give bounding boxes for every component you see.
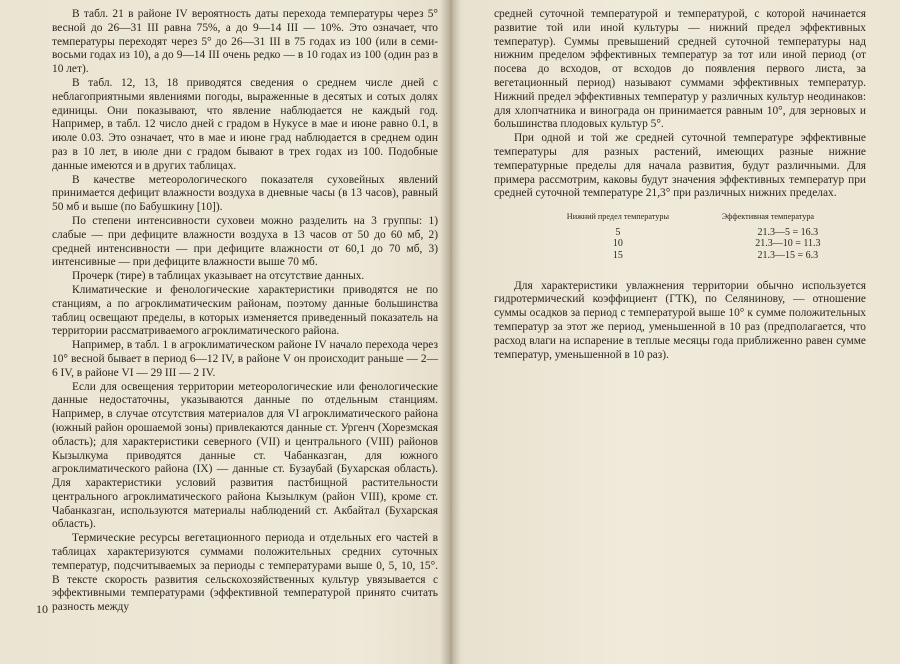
paragraph: По степени интенсивности суховеи можно разделить на 3 группы: 1) слабые — при дефиците влажности воздуха в 13 часов от 50 до 60 мб, 2) средней интенсивности — при дефиците влажности от 60,1 до 70 мб, 3) интенсивные — при дефиците влажности выше 70 мб. [52, 214, 438, 269]
paragraph: Например, в табл. 1 в агроклиматическом районе IV начало перехода через 10° весной бывает в период 6—12 IV, в районе V он происходит раньше — 2—6 IV, в районе VI — 29 III — 2 IV. [52, 339, 438, 379]
paragraph: Если для освещения территории метеорологические или фенологические данные недостаточны, указываются данные по отдельным станциям. Например, в случае отсутствия материалов для VI агроклиматического района (южный район орошаемой зоны) привлекаются данные ст. Ургенч (Хорезмская область); для характеристики северного (VII) и центрального (VIII) районов Кызылкума приводятся данные ст. Чабанказган, для южного агроклиматического района (IX) — данные ст. Бузаубай (Бухарская область). Для характеристики условий развития пастбищной растительности центрального агроклиматического района Кызылкум (район VIII), кроме ст. Чабанказган, используются материалы наблюдений ст. Акбайтал (Бухарская область). [52, 380, 438, 531]
paragraph: В табл. 21 в районе IV вероятность даты перехода температуры через 5° весной до 26—31 III равна 75%, а до 9—14 III — 10%. Это означает, что температуры переходят через 5° до 26—31 III в 75 годах из 100 (или в семи-восьми годах из 10), а до 9—14 III очень редко — в 10 годах из 100 (один раз в 10 лет). [52, 8, 438, 76]
column-header-effective: Эффективная температура [721, 212, 815, 222]
paragraph: В качестве метеорологического показателя суховейных явлений принимается дефицит влажности воздуха в дневные часы (в 13 часов), равный 50 мб и выше (по Бабушкину [10]). [52, 173, 438, 214]
table-row [544, 227, 844, 239]
column-header-lower-limit: Нижний предел температуры [566, 212, 669, 222]
paragraph: При одной и той же средней суточной температуре эффективные температуры для разных растений, имеющих разные нижние температурные пределы для начала развития, будут различными. Для примера рассмотрим, каковы будут значения эффективных температур при средней суточной температуре 21,3° при различных нижних пределах. [494, 132, 866, 200]
effective-temperature-cell: 21.3—15 = 6.3 [757, 249, 819, 261]
paragraph: Термические ресурсы вегетационного периода и отдельных его частей в таблицах характеризуются суммами положительных средних суточных температур, подсчитываемых за периоды с температурами выше 0, 5, 10, 15°. В тексте скорость развития сельскохозяйственных культур увязывается с эффективными температурами (эффективной температурой принято считать разность между [52, 532, 438, 614]
lower-limit-cell: 15 [612, 249, 623, 261]
paragraph: средней суточной температурой и температурой, с которой начинается развитие той или иной культуры — нижний предел эффективных температур). Суммы превышений средней суточной температуры над нижним пределом эффективных температур за тот или иной период (от посева до всходов, от всходов до появления первого листа, за вегетационный период) называют суммами эффективных температур. Нижний предел эффективных температур у различных культур неодинаков: для хлопчатника и винограда он принимается равным 10°, для зерновых и большинства плодовых культур 5°. [494, 8, 866, 131]
page-number: 10 [36, 602, 48, 616]
table-row [544, 250, 844, 262]
paragraph: В табл. 12, 13, 18 приводятся сведения о среднем числе дней с неблагоприятными явлениями погоды, выраженные в десятых и сотых долях единицы. Они показывают, что явление наблюдается не каждый год. Например, в табл. 12 число дней с градом в Нукусе в мае и июне равно 0.1, в июле 0.03. Это означает, что в мае и июне град наблюдается в среднем один раз в 10 лет, в июле дни с градом бывают в трех годах из 100. Подобные данные имеются и в других таблицах. [52, 76, 438, 172]
table-row [544, 238, 844, 250]
lower-limit-cell: 10 [612, 238, 623, 250]
paragraph: Прочерк (тире) в таблицах указывает на отсутствие данных. [72, 270, 365, 283]
effective-temperature-cell: 21.3—10 = 11.3 [755, 238, 821, 250]
lower-limit-cell: 5 [615, 226, 621, 238]
paragraph: Климатические и фенологические характеристики приводятся не по станциям, а по агроклиматическим районам, поэтому данные большинства таблиц освещают пределы, в которых изменяется приведенный показатель на территории рассматриваемого агроклиматического района. [52, 283, 438, 338]
left-page [52, 8, 438, 615]
effective-temperature-table [544, 211, 844, 261]
paragraph: Для характеристики увлажнения территории обычно используется гидротермический коэффициент (ГТК), по Селянинову, — отношение суммы осадков за период с температурой выше 10° к сумме положительных температур за этот же период, уменьшенной в 10 раз (предполагается, что расход влаги на испарение в теплые месяцы года приближенно равен сумме температур, уменьшенной в 10 раз). [494, 279, 866, 361]
book-gutter [440, 0, 462, 664]
right-page [494, 8, 866, 362]
table-header-row [544, 211, 844, 227]
effective-temperature-cell: 21.3—5 = 16.3 [757, 226, 819, 238]
